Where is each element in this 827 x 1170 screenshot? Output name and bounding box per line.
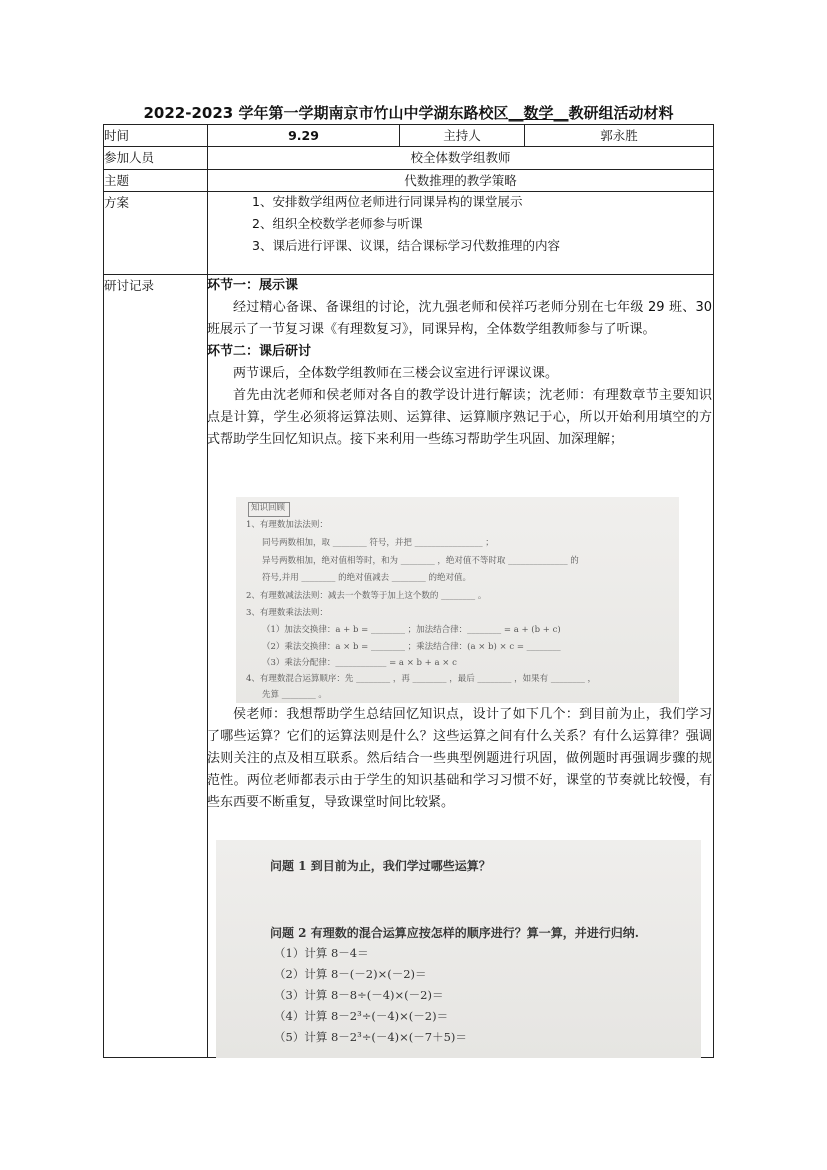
- question-item: （1）计算 8－4＝: [274, 946, 369, 960]
- worksheet-line: 1、有理数加法法则：: [246, 520, 328, 530]
- worksheet-line: 符号,并用 ________ 的绝对值减去 ________ 的绝对值。: [262, 573, 472, 583]
- section1-heading: 环节一：展示课: [207, 278, 299, 293]
- table-border-right: [713, 124, 714, 1058]
- section2-text3: 侯老师：我想帮助学生总结回忆知识点，设计了如下几个：到目前为止，我们学习了哪些运算？它们的运算法则是什么？这些运算之间有什么关系？有什么运算律？强调法则关注的点及相互联系。然后结合一些典型例题进行巩固，做例题时再强调步骤的规范性。两位老师都表示由于学生的知识基础和学习习惯不好，课堂的节奏就比较慢，有些东西要不断重复，导致课堂时间比较紧。: [207, 707, 712, 810]
- plan-item: 3、课后进行评课、议课，结合课标学习代数推理的内容: [252, 238, 560, 253]
- worksheet-line: （3）乘法分配律：____________ = a × b + a × c: [262, 658, 457, 668]
- plan-list: [252, 191, 560, 257]
- question-item: （5）计算 8－2³÷(－4)×(－7＋5)＝: [274, 1030, 467, 1044]
- topic-label: 主题: [104, 173, 130, 188]
- record-content: [207, 275, 712, 451]
- section2-heading: 环节二：课后研讨: [207, 344, 312, 359]
- worksheet-line: 同号两数相加，取 ________ 符号，并把 ________________ ；: [262, 538, 494, 548]
- participants-value: 校全体数学组教师: [410, 150, 511, 165]
- title-school: 2022-2023 学年第一学期南京市竹山中学湖东路校区: [143, 104, 509, 122]
- worksheet-line: （1）加法交换律：a + b = ________ ；加法结合律：________ = a + (b + c): [262, 625, 561, 635]
- topic-value: 代数推理的教学策略: [404, 173, 517, 188]
- questions-photo: [216, 840, 701, 1058]
- worksheet-line: 4、有理数混合运算顺序：先 ________ ，再 ________ ，最后 ________ ，如果有 ________ ，: [246, 674, 597, 684]
- worksheet-heading: 知识回顾: [251, 503, 286, 513]
- time-value: 9.29: [288, 128, 319, 143]
- section2-text1: 两节课后，全体数学组教师在三楼会议室进行评课议课。: [233, 366, 559, 381]
- host-value: 郭永胜: [600, 128, 638, 143]
- title-subject: __数学__: [508, 104, 569, 122]
- worksheet-line: 2、有理数减法法则：减去一个数等于加上这个数的 ________ 。: [246, 591, 487, 601]
- record-label: 研讨记录: [104, 278, 155, 293]
- question-item: （3）计算 8－8÷(－4)×(－2)＝: [274, 988, 444, 1002]
- worksheet-line: 异号两数相加，绝对值相等时，和为 ________ ，绝对值不等时取 ______________ 的: [262, 556, 579, 566]
- participants-label: 参加人员: [104, 150, 155, 165]
- question-1: 问题 1 到目前为止，我们学过哪些运算？: [270, 859, 491, 873]
- plan-item: 2、组织全校数学老师参与听课: [252, 216, 423, 231]
- section2-text2: 首先由沈老师和侯老师对各自的教学设计进行解读；沈老师：有理数章节主要知识点是计算，学生必须将运算法则、运算律、运算顺序熟记于心，所以开始利用填空的方式帮助学生回忆知识点。接下来利用一些练习帮助学生巩固、加深理解；: [207, 388, 712, 447]
- table-border-left: [103, 124, 104, 1058]
- question-item: （2）计算 8－(－2)×(－2)＝: [274, 967, 427, 981]
- question-2: 问题 2 有理数的混合运算应按怎样的顺序进行？算一算，并进行归纳.: [270, 926, 639, 940]
- page-title: [103, 103, 714, 124]
- title-suffix: 教研组活动材料: [568, 104, 674, 122]
- host-label: 主持人: [443, 128, 481, 143]
- plan-label: 方案: [104, 195, 130, 210]
- worksheet-line: 先算 ________ 。: [262, 690, 327, 700]
- time-label: 时间: [104, 128, 130, 143]
- worksheet-line: 3、有理数乘法法则：: [246, 608, 328, 618]
- record-content-continued: [207, 704, 712, 814]
- question-item: （4）计算 8－2³÷(－4)×(－2)＝: [274, 1009, 449, 1023]
- worksheet-photo: [236, 497, 679, 703]
- section1-text: 经过精心备课、备课组的讨论，沈九强老师和侯祥巧老师分别在七年级 29 班、30 班展示了一节复习课《有理数复习》，同课异构，全体数学组教师参与了听课。: [207, 300, 712, 337]
- table-column-divider: [207, 124, 208, 1058]
- plan-item: 1、安排数学组两位老师进行同课异构的课堂展示: [252, 194, 523, 209]
- worksheet-line: （2）乘法交换律：a × b = ________ ；乘法结合律：(a × b) × c = ________: [262, 642, 561, 652]
